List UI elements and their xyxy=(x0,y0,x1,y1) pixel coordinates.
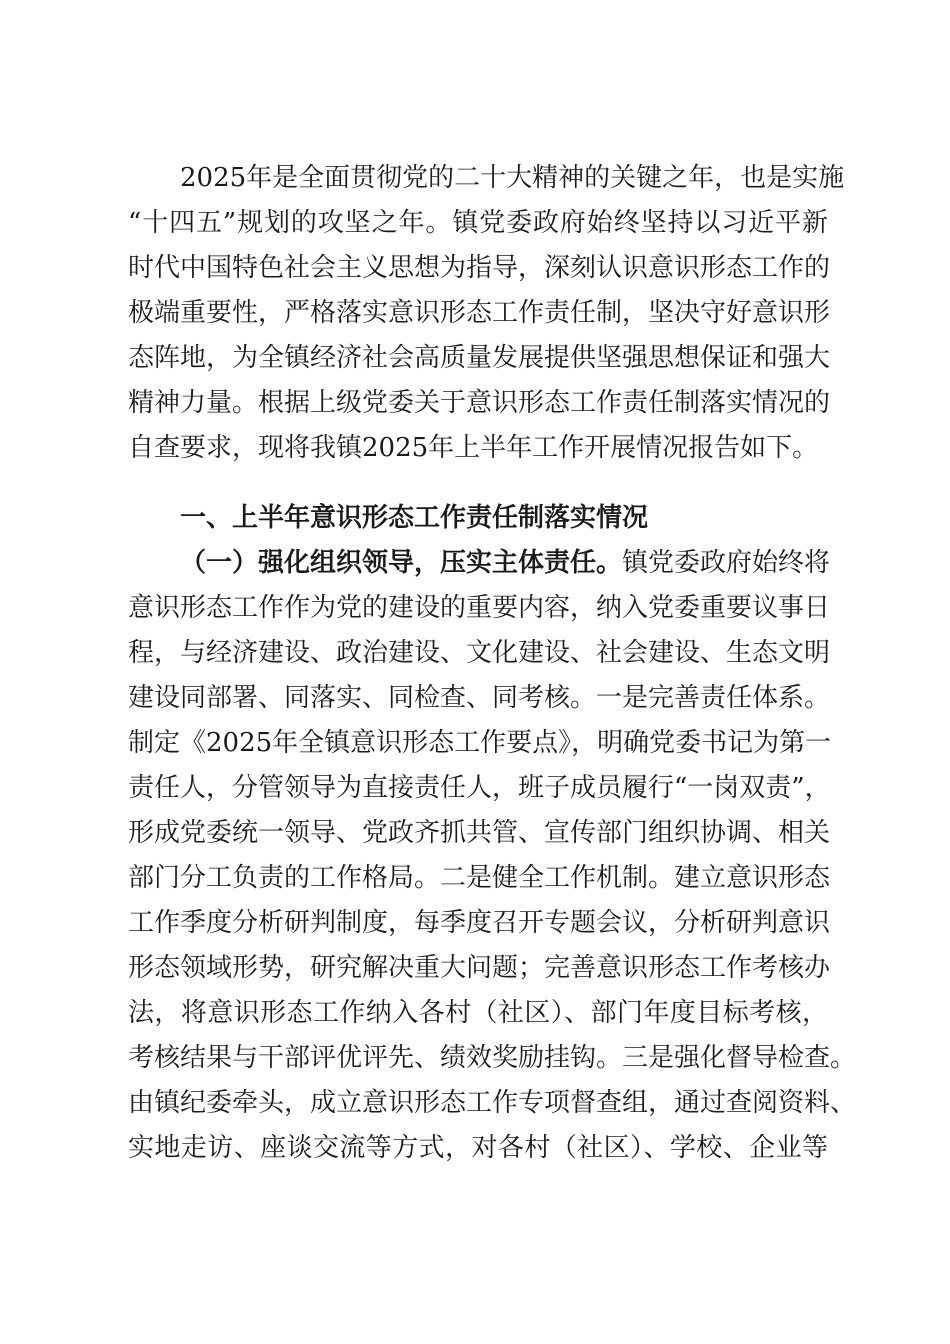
body-line-2: 程，与经济建设、政治建设、文化建设、社会建设、生态文明 xyxy=(128,638,831,668)
body-line-8: 工作季度分析研判制度，每季度召开专题会议，分析研判意识 xyxy=(128,908,831,938)
intro-line-1: 2025年是全面贯彻党的二十大精神的关键之年，也是实施 xyxy=(180,163,845,193)
body-line-6: 形成党委统一领导、党政齐抓共管、宣传部门组织协调、相关 xyxy=(128,818,831,848)
intro-line-5: 态阵地，为全镇经济社会高质量发展提供坚强思想保证和强大 xyxy=(128,343,831,373)
body-line-9: 形态领域形势，研究解决重大问题；完善意识形态工作考核办 xyxy=(128,953,831,983)
intro-line-7: 自查要求，现将我镇2025年上半年工作开展情况报告如下。 xyxy=(128,433,819,463)
intro-line-2: “十四五”规划的攻坚之年。镇党委政府始终坚持以习近平新 xyxy=(128,208,828,238)
body-line-10: 法，将意识形态工作纳入各村（社区）、部门年度目标考核， xyxy=(128,998,828,1028)
body-line-1: 意识形态工作作为党的建设的重要内容，纳入党委重要议事日 xyxy=(128,593,831,623)
body-line-11: 考核结果与干部评优评先、绩效奖励挂钩。三是强化督导检查。 xyxy=(128,1043,857,1073)
body-line-13: 实地走访、座谈交流等方式，对各村（社区）、学校、企业等 xyxy=(128,1133,828,1163)
intro-line-6: 精神力量。根据上级党委关于意识形态工作责任制落实情况的 xyxy=(128,388,831,418)
body-line-4: 制定《2025年全镇意识形态工作要点》，明确党委书记为第一 xyxy=(128,728,832,758)
subsection-lead: （一）强化组织领导，压实主体责任。 xyxy=(180,548,623,578)
subsection-first-line xyxy=(180,543,831,583)
intro-line-4: 极端重要性，严格落实意识形态工作责任制，坚决守好意识形 xyxy=(128,298,831,328)
subsection-first-line-rest: 镇党委政府始终将 xyxy=(622,548,831,578)
intro-line-3: 时代中国特色社会主义思想为指导，深刻认识意识形态工作的 xyxy=(128,253,831,283)
body-line-5: 责任人，分管领导为直接责任人，班子成员履行“一岗双责”， xyxy=(128,773,831,803)
body-line-3: 建设同部署、同落实、同检查、同考核。一是完善责任体系。 xyxy=(128,683,831,713)
section-heading: 一、上半年意识形态工作责任制落实情况 xyxy=(180,503,649,533)
body-line-12: 由镇纪委牵头，成立意识形态工作专项督查组，通过查阅资料、 xyxy=(128,1088,857,1118)
body-line-7: 部门分工负责的工作格局。二是健全工作机制。建立意识形态 xyxy=(128,863,831,893)
